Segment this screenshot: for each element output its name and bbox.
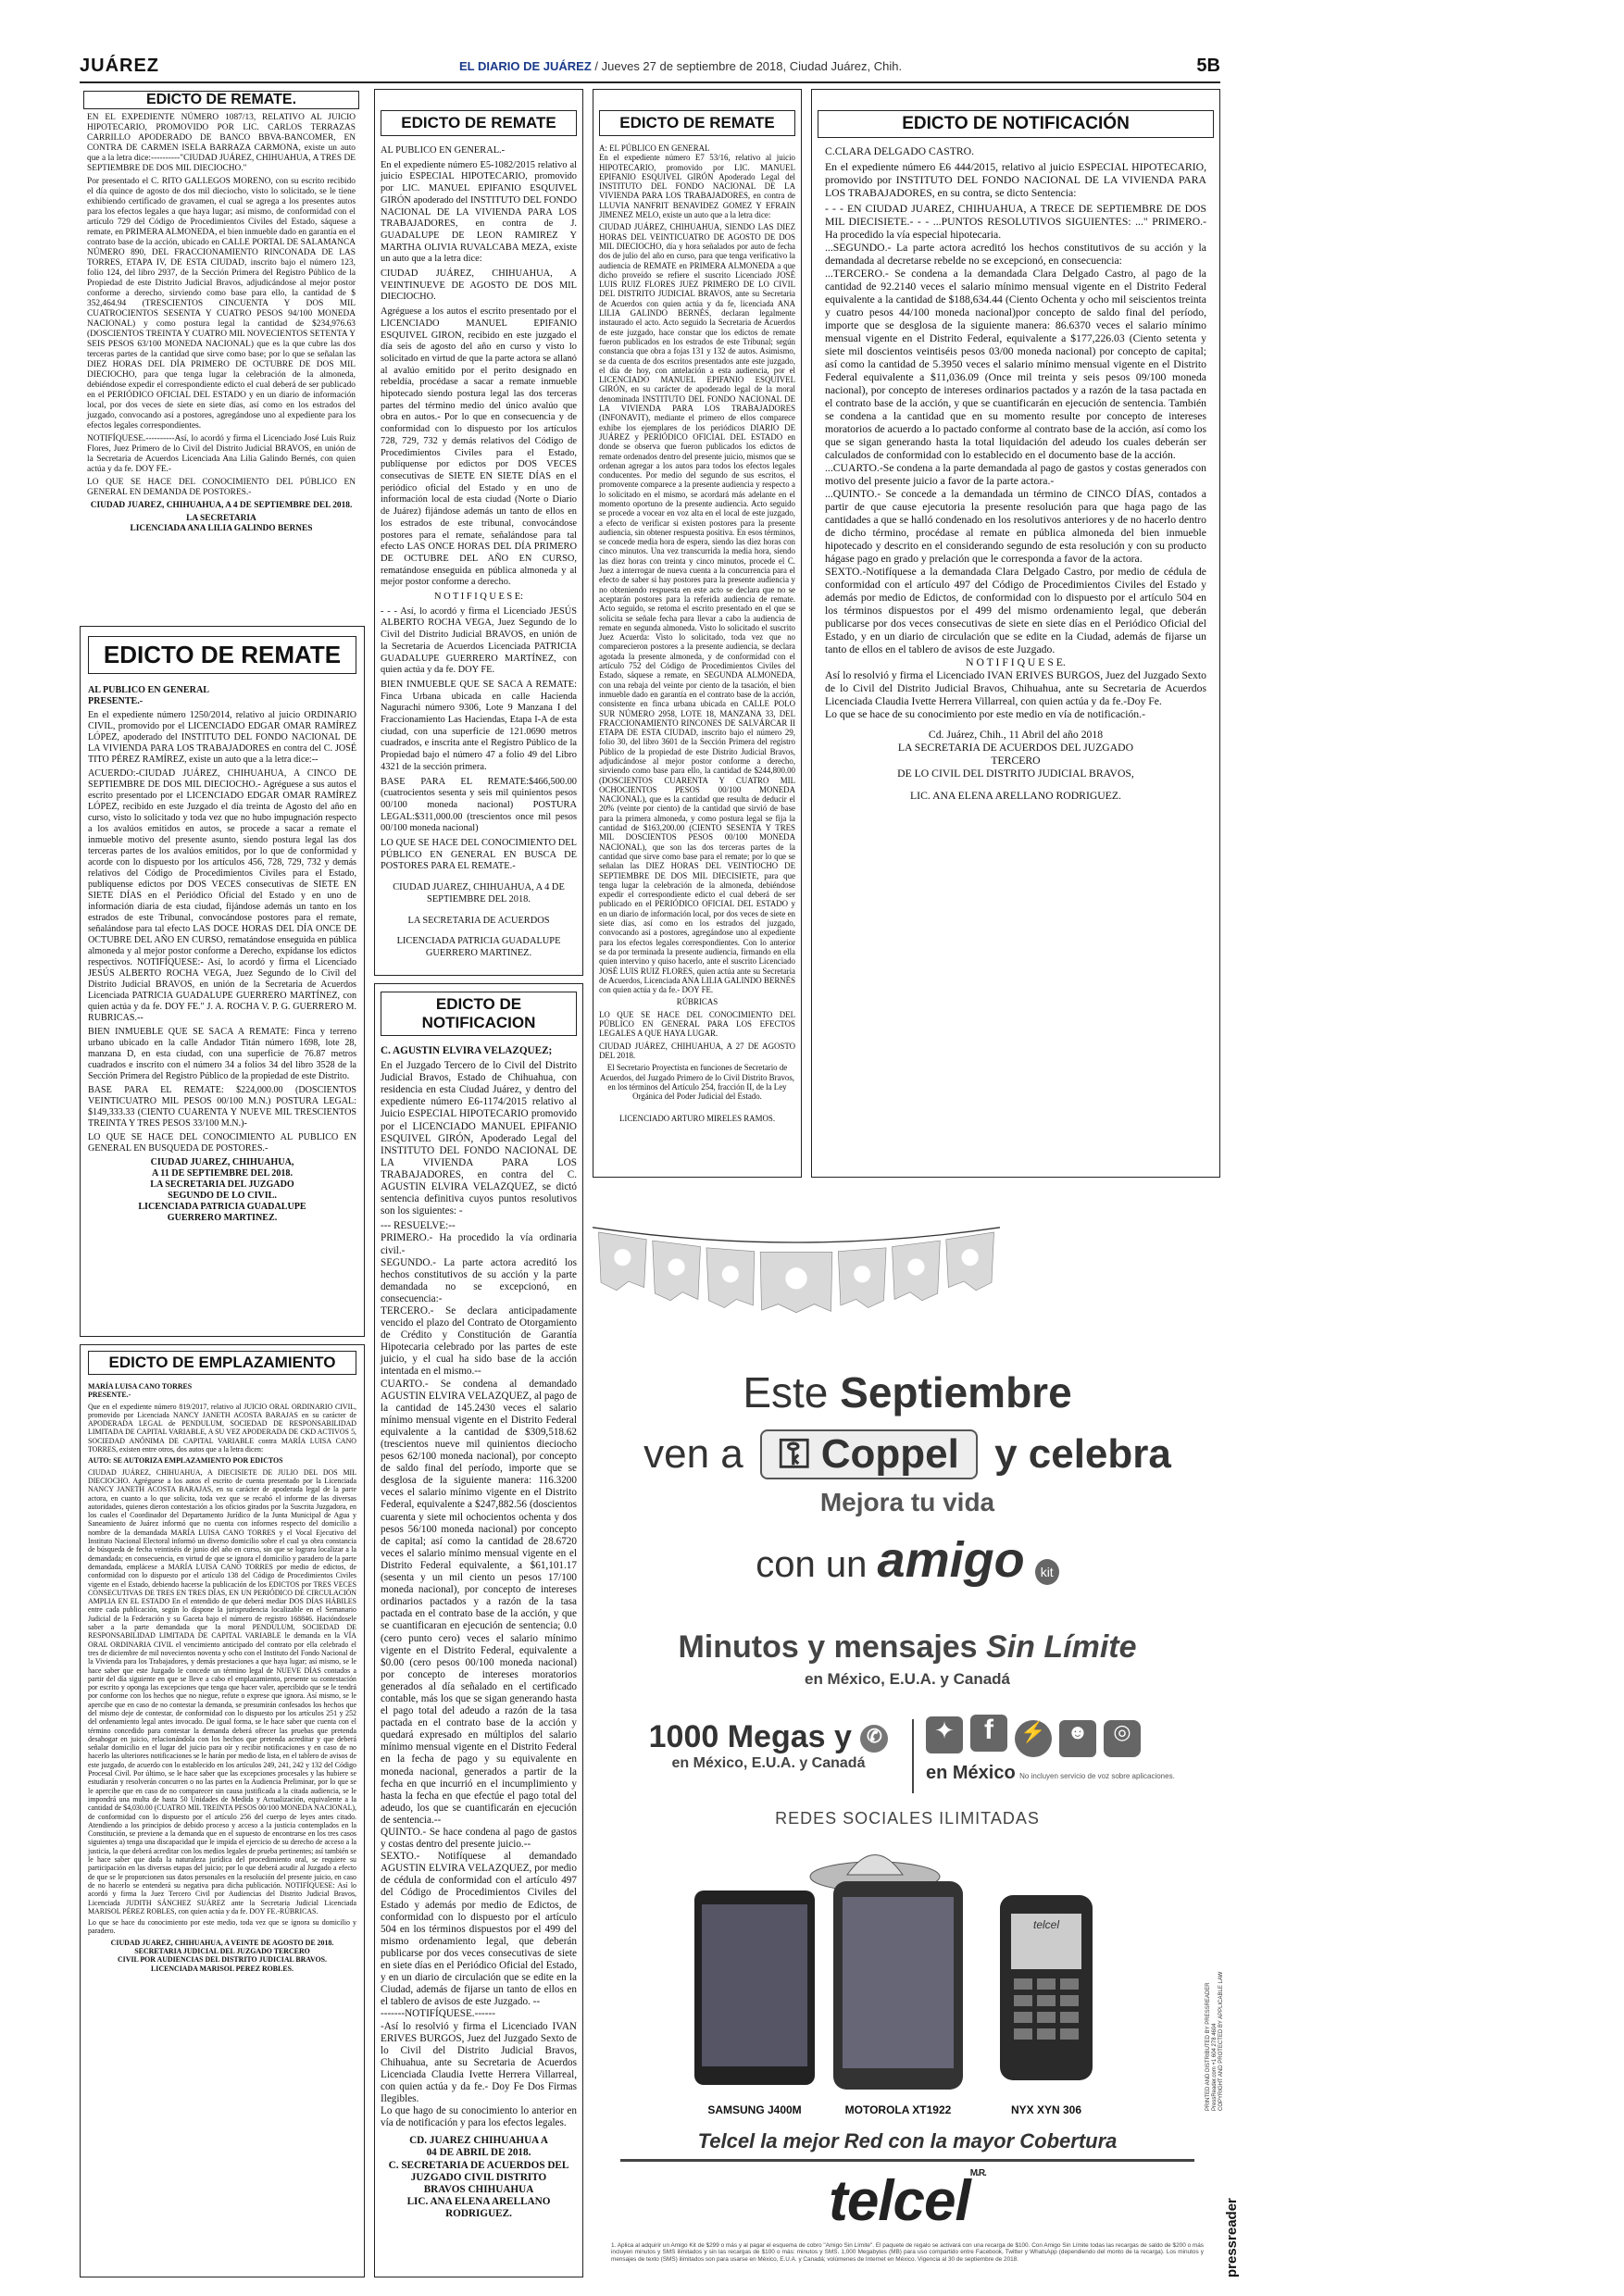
ad-text: en México <box>926 1763 1016 1783</box>
edict-notificacion-1 <box>374 983 583 2277</box>
paragraph: En el expediente número E7 53/16, relativo al juicio HIPOTECARIO, promovido por LIC. MANUEL EPIFANIO ESQUIVEL GIRÓN Apoderado Legal del INSTITUTO DEL FONDO NACIONAL DE LA VIVIENDA PARA LOS TRABAJADORES, en contra de LLUVIA NANFRIT BENAVIDEZ GOMEZ Y EFRAIN JIMENEZ MELO, existe un auto que a la letra dice: <box>599 153 795 220</box>
paragraph: SEGUNDO.- La parte actora acreditó los hechos constitutivos de su acción y la parte demandada no se excepcionó, en consecuencia:- <box>381 1256 577 1304</box>
signature-line: LICENCIADA ANA LILIA GALINDO BERNES <box>130 524 313 533</box>
edict-notificacion-2 <box>811 89 1220 1178</box>
snapchat-icon: ☻ <box>1059 1720 1096 1757</box>
ad-text: Sin Límite <box>986 1629 1137 1665</box>
edict-body <box>81 683 364 1226</box>
twitter-icon: ✦ <box>926 1716 963 1753</box>
phone-label-motorola: MOTOROLA XT1922 <box>844 2103 952 2116</box>
ad-text: y celebra <box>994 1431 1171 1477</box>
paragraph: AL PUBLICO EN GENERAL <box>88 685 209 695</box>
paragraph: ...QUINTO.- Se concede a la demandada un término de CINCO DÍAS, contados a partir de que cause ejecutoria la presente resolución para que haga pago de las cantidades a que se halló condenado en los resolutivos anteriores y de no hacerlo dentro de dicho término, procédase al remate en pública almoneda del bien inmueble hipotecado y descrito en el considerando segundo de esta resolución y con su producto hágase pago en grado y prelación que le corresponda a favor de la actora. <box>825 488 1206 565</box>
coppel-telcel-ad <box>593 1187 1222 2277</box>
paragraph: EN EL EXPEDIENTE NÚMERO 1087/13, RELATIVO AL JUICIO HIPOTECARIO, PROMOVIDO POR LIC. CARLOS TERRAZAS CARRILLO APODERADO DE BANCO BBVA-BANCOMER, EN CONTRA DE CARMEN ISELA BARRAZA CARMONA, existe un auto que a la letra dice:----------"CIUDAD JUÁREZ, CHIHUAHUA, A TRES DE SEPTIEMBRE DE DOS MIL DIECIOCHO." <box>87 113 356 173</box>
paragraph: Lo que se hace du conocimiento por este medio, toda vez que se ignora su domicilio y paradero. <box>88 1918 356 1936</box>
signature-line: LICENCIADA PATRICIA GUADALUPE GUERRERO MARTINEZ. <box>396 936 561 958</box>
ad-minutes-line <box>593 1629 1222 1666</box>
phones-illustration <box>648 1840 1167 2099</box>
paragraph: AUTO: SE AUTORIZA EMPLAZAMIENTO POR EDICTOS <box>88 1456 283 1466</box>
ad-text: Minutos y mensajes <box>678 1629 987 1665</box>
paragraph: CUARTO.- Se condena al demandado AGUSTIN ELVIRA VELAZQUEZ, al pago de la cantidad de 145.2430 veces el salario mínimo mensual vigente en el Distrito Federal equivalente a la cantidad de $309,518.62 (trescientos nueve mil quinientos dieciocho pesos 62/100 moneda nacional), por concepto de saldo final del período, importe que se desglosa de la siguiente manera: 116.3200 veces el salario mínimo vigente en el Distrito Federal, equivalente a $247,882.56 (doscientos cuarenta y siete mil ochocientos ochenta y dos pesos 56/100 moneda nacional) por concepto de capital; así como la cantidad de 28.6720 veces el salario mínimo mensual vigente en el Distrito Federal equivalente, a $61,101.17 (sesenta y un mil ciento un pesos 17/100 moneda nacional), por concepto de intereses ordinarios pactados y a razón de la tasa pactada en el contrato base de la acción, y que se cuantificaran en ejecución de sentencia; 0.0 (cero punto cero) veces el salario mínimo vigente en el Distrito Federal, equivalente a $0.00 (cero pesos 00/100 moneda nacional) por concepto de intereses moratorios generados al día señalado en el certificado contable, más los que se sigan generando hasta el pago total del adeudo a razón de la tasa pactada en el contrato base de la acción y quedará expresado en múltiplos del salario mínimo mensual vigente en el Distrito Federal en la fecha de pago y su equivalente en moneda nacional, generados a partir de la fecha en que incurrió en el incumplimiento y hasta la fecha en que efectúe el pago total del adeudo, los que se cuantificarán en ejecución de sentencia.-- <box>381 1378 577 1826</box>
pressreader-line: COPYRIGHT AND PROTECTED BY APPLICABLE LAW <box>1218 1971 1224 2111</box>
ad-amigo-line <box>593 1531 1222 1589</box>
edict-title: EDICTO DE REMATE <box>88 636 356 674</box>
paper-name: EL DIARIO DE JUÁREZ <box>459 59 592 73</box>
signature-line: LICENCIADO ARTURO MIRELES RAMOS. <box>618 1114 776 1124</box>
megas-block <box>630 1719 907 1772</box>
pressreader-strip <box>1224 2037 1252 2277</box>
masthead-date <box>459 59 902 73</box>
telcel-logo <box>593 2168 1222 2234</box>
paragraph: LO QUE SE HACE DEL CONOCIMIENTO DEL PÚBLICO EN GENERAL PARA LOS EFECTOS LEGALES A QUE HAYA LUGAR. <box>599 1009 795 1039</box>
edict-emplazamiento <box>80 1344 365 2277</box>
paragraph: Agréguese a los autos el escrito presentado por el LICENCIADO MANUEL EPIFANIO ESQUIVEL GIRON, recibido en este juzgado el día seis de agosto del año en curso y visto lo solicitado en virtud de que la parte actora se allanó al avalúo emitido por el perito designado en rebeldía, procédase a sacar a remate inmueble hipotecado siendo postura legal las dos terceras partes del término medio del único avalúo que obra en autos.- Por lo que en consecuencia y de conformidad con lo dispuesto por los artículos 728, 729, 732 y demás relativos del Código de Procedimientos Civiles para el Estado, publíquense por edictos por DOS VECES consecutivas de SIETE EN SIETE DÍAS en el periódico oficial del Estado y en uno de información local de esta ciudad (Norte o Diario de Juárez) fijándose además un tanto de ellos en los estrados de este tribunal, convocándose postores para el remate, señalándose para tal efecto LAS ONCE HORAS DEL DÍA PRIMERO DE OCTUBRE DEL AÑO EN CURSO, rematándose enseguida en pública almoneda y al mejor postor conforme a derecho. <box>381 306 577 588</box>
phone-label-samsung: SAMSUNG J400M <box>707 2103 802 2116</box>
facebook-icon: f <box>970 1715 1007 1752</box>
ad-tagline: Mejora tu vida <box>819 1488 995 1516</box>
paragraph: RÚBRICAS <box>676 997 718 1007</box>
edict-remate-3 <box>374 89 583 976</box>
signature-line: LICENCIADA MARISOL PEREZ ROBLES. <box>151 1964 294 1973</box>
ad-text: en México, E.U.A. y Canadá <box>671 1755 866 1771</box>
signature-line: CIUDAD JUAREZ, CHIHUAHUA, A VEINTE DE AGOSTO DE 2018. <box>110 1938 334 1947</box>
edict-title: EDICTO DE NOTIFICACIÓN <box>818 110 1214 138</box>
paragraph: En el expediente número 1250/2014, relativo al juicio ORDINARIO CIVIL, promovido por el LICENCIADO EDGAR OMAR RAMÍREZ LÓPEZ, apoderado del INSTITUTO DEL FONDO NACIONAL DE LA VIVIENDA PARA LOS TRABAJADORES en contra del C. JOSÉ TITO PÉREZ RAMÍREZ, existe un auto que a la letra dice:-- <box>88 710 356 765</box>
paragraph: Así lo resolvió y firma el Licenciado IVAN ERIVES BURGOS, Juez del Juzgado Sexto de lo Civil del Distrito Judicial Bravos, Chihuahua, ante su Secretaria de Acuerdos Licenciada Claudia Ivette Herrera Villarreal, con quien actúa y da fe.-Doy Fe. <box>825 669 1206 707</box>
pressreader-copyright <box>1206 1971 1224 2111</box>
ad-coppel-line <box>593 1429 1222 1479</box>
issue-date: / Jueves 27 de septiembre de 2018, Ciudad Juárez, Chih. <box>594 59 903 73</box>
ad-text: M.R. <box>969 2168 986 2178</box>
signature-line: GUERRERO MARTINEZ. <box>167 1213 278 1223</box>
key-icon: ⚿ <box>779 1431 810 1477</box>
ad-social: REDES SOCIALES ILIMITADAS <box>775 1809 1040 1828</box>
signature-line: DE LO CIVIL DEL DISTRITO JUDICIAL BRAVOS, <box>897 767 1134 780</box>
signature-line: CIUDAD JUAREZ, CHIHUAHUA, A 4 DE SEPTIEMBRE DEL 2018. <box>90 501 353 510</box>
signature-line: CD. JUAREZ CHIHUAHUA A <box>409 2135 548 2147</box>
whatsapp-icon: ✆ <box>860 1725 888 1753</box>
signature-line: SECRETARIA JUDICIAL DEL JUZGADO TERCERO <box>134 1947 310 1955</box>
signature-line: CIVIL POR AUDIENCIAS DEL DISTRITO JUDICIAL BRAVOS. <box>117 1955 328 1965</box>
paragraph: --- RESUELVE:-- <box>381 1220 456 1232</box>
page-number: 5B <box>1196 56 1220 76</box>
slogan-underline <box>620 2159 1194 2162</box>
paragraph: N O T I F I Q U E S E: <box>433 592 524 603</box>
paragraph: ...TERCERO.- Se condena a la demandada Clara Delgado Castro, al pago de la cantidad de 92.2140 veces el salario mínimo mensual vigente en el Distrito Federal equivalente a la cantidad de $188,634.44 (Ciento Ochenta y ocho mil seiscientos treinta y cuatro pesos 44/100 moneda nacional)por concepto de saldo final del período, importe que se desglosa de la siguiente manera: 86.6370 veces el salario mínimo mensual vigente en el Distrito Federal, equivalente a $177,226.03 (Ciento setenta y siete mil doscientos veintiséis pesos 03/00 moneda nacional) por concepto de capital; así como la cantidad de 5.3950 veces el salario mínimo mensual vigente en el Distrito Federal equivalente a $11,036.09 (Once mil treinta y seis pesos 09/100 moneda nacional), por concepto de intereses ordinarios pactados y a razón de la tasa pactada en el contrato base de la acción, y que se cuantificarán en ejecución de sentencia. También se condena a la cantidad que en su momento resulte por concepto de intereses moratorios de acuerdo a lo pactado conforme al contrato base de la acción, así como los que se sigan generando hasta la total liquidación del adeudo los cuales deberán ser calculados de conformidad con lo establecido en el documento base de la acción. <box>825 268 1206 461</box>
phone-screen-brand: telcel <box>1032 1918 1059 1931</box>
paragraph: En el expediente número E5-1082/2015 relativo al juicio ESPECIAL HIPOTECARIO, promovido por LIC. MANUEL EPIFANIO ESQUIVEL GIRÓN apoderado del INSTITUTO DEL FONDO NACIONAL DE LA VIVIENDA PARA LOS TRABAJADORES, en contra de J. GUADALUPE DE LEON RAMIREZ Y MARTHA OLIVIA RUVALCABA MEZA, existe un auto que a la letra dice: <box>381 159 577 265</box>
edict-body <box>81 1380 364 1975</box>
ad-slogan: Telcel la mejor Red con la mayor Cobertura <box>697 2129 1118 2152</box>
signature-line: LA SECRETARIA <box>186 514 256 523</box>
signature-line: LA SECRETARIA DE ACUERDOS <box>407 915 550 926</box>
paragraph: Por presentado el C. RITO GALLEGOS MORENO, con su escrito recibido el día quince de agosto de dos mil dieciocho, visto lo solicitado, se le tiene exhibiendo certificado de gravamen, el cual se agrega a los presentes autos para los efectos legales a que haya lugar; así mismo, de conformidad con el artículo 729 del Código de Procedimientos Civiles del Estado, sáquese a remate, en PRIMERA ALMONEDA, el bien inmueble dado en garantía en el contrato base de la acción, ubicado en CALLE PORTAL DE SALAMANCA NÚMERO 890, DEL FRACCIONAMIENTO RINCONADA DE LAS TORRES, ETAPA IV, DE ESTA CIUDAD, inscrito bajo el número 123, folio 124, del libro 2937, de la Sección Primera del Registro Público de la Propiedad de este Distrito Judicial Bravos, adjudicándose al mejor postor conforme a derecho, sirviendo como base para ello, la cantidad de $ 352,464.94 (TRESCIENTOS CINCUENTA Y DOS MIL CUATROCIENTOS SESENTA Y CUATRO PESOS 94/100 MONEDA NACIONAL) y como postura legal la cantidad de $234,976.63 (DOSCIENTOS TREINTA Y CUATRO MIL NOVECIENTOS SETENTA Y SEIS PESOS 63/100 MONEDA NACIONAL) que es la que cubre las dos terceras partes de la cantidad que sirve como base; por lo que se señalan las DIEZ HORAS DEL DÍA PRIMERO DE OCTUBRE DE DOS MIL DIECIOCHO, para que tenga lugar la celebración de la almoneda, debiéndose expedir el correspondiente edicto el cual deberá de ser publicado en el PERIÓDICO OFICIAL DEL ESTADO y en un diario de información local, por dos veces de siete en siete días, así como en los estrados del juzgado, convocando así a postores, agregándose uno al expediente para los efectos legales correspondientes. <box>87 177 356 430</box>
coppel-wordmark: Coppel <box>820 1431 959 1477</box>
signature-line: LIC. ANA ELENA ARELLANO RODRIGUEZ. <box>910 790 1121 802</box>
signature-line: LA SECRETARIA DE ACUERDOS DEL JUZGADO <box>897 742 1134 754</box>
paragraph: MARÍA LUISA CANO TORRES <box>88 1382 193 1391</box>
social-block <box>926 1715 1204 1784</box>
edict-body <box>593 142 801 1129</box>
paragraph: A: EL PÚBLICO EN GENERAL <box>599 144 710 153</box>
paragraph: - - - Así, lo acordó y firma el Licenciado JESÚS ALBERTO ROCHA VEGA, Juez Segundo de lo Civil del Distrito Judicial BRAVOS, en unión de la Secretaria de Acuerdos Licenciada PATRICIA GUADALUPE GUERRERO MARTÍNEZ, con quien actúa y da fe. DOY FE. <box>381 605 577 676</box>
pressreader-text <box>1224 2198 1240 2277</box>
edict-body <box>80 111 363 539</box>
paragraph: BASE PARA EL REMATE:$466,500.00 (cuatrocientos sesenta y seis mil quinientos pesos 00/100 moneda nacional) POSTURA LEGAL:$311,000.00 (trescientos once mil pesos 00/100 moneda nacional) <box>381 776 577 834</box>
paragraph: PRESENTE.- <box>88 1391 131 1400</box>
pressreader-line: PressReader.com +1 604 278 4604 <box>1212 2023 1218 2111</box>
paragraph: PRIMERO.- Ha procedido la vía ordinaria civil.- <box>381 1232 577 1256</box>
signature-line: LICENCIADA PATRICIA GUADALUPE <box>138 1202 306 1212</box>
kit-badge: kit <box>1035 1559 1059 1585</box>
paragraph: ...SEGUNDO.- La parte actora acreditó los hechos constitutivos de su acción y la demandada al decretarse rebelde no se excepcionó, en consecuencia: <box>825 242 1206 267</box>
edict-body <box>812 144 1219 805</box>
paragraph: PRESENTE.- <box>88 696 144 706</box>
edict-title: EDICTO DE NOTIFICACION <box>381 992 577 1036</box>
paragraph: LO QUE SE HACE DEL CONOCIMIENTO AL PUBLICO EN GENERAL EN BUSQUEDA DE POSTORES.- <box>88 1132 356 1154</box>
paragraph: - - - EN CIUDAD JUAREZ, CHIHUAHUA, A TRECE DE SEPTIEMBRE DE DOS MIL DIECISIETE.- - - ...PUNTOS RESOLUTIVOS SIGUIENTES: ..." PRIMERO.- Ha procedido la vía especial hipotecaria. <box>825 203 1206 241</box>
edict-body <box>375 144 582 965</box>
paragraph: NOTIFÍQUESE.----------Así, lo acordó y firma el Licenciado José Luis Ruiz Flores, Juez Primero de lo Civil del Distrito Judicial BRAVOS, en unión de la Secretaria de Acuerdos Licenciada Ana Lilia Galindo Bernés, con quien actúa y da fe. DOY FE.- <box>87 434 356 474</box>
paragraph: El Secretario Proyectista en funciones de Secretario de Acuerdos, del Juzgado Primero de lo Civil Distrito Bravos, en los términos del Artículo 254, fracción II, de la Ley Orgánica del Poder Judicial del Estado. <box>599 1063 794 1102</box>
paragraph: ACUERDO:-CIUDAD JUÁREZ, CHIHUAHUA, A CINCO DE SEPTIEMBRE DE DOS MIL DIECIOCHO.- Agréguese a sus autos el escrito presentado por el LICENCIADO EDGAR OMAR RAMÍREZ LÓPEZ, recibido en este Juzgado el día treinta de Agosto del año en curso, visto lo solicitado y toda vez que no hubo impugnación respecto a los avalúos emitidos en autos, se procede a sacar a remate el inmueble motivo del presente asunto, siendo postura legal las dos terceras partes de los avalúos emitidos, por lo que de conformidad y acorde con lo dispuesto por los artículos 456, 728, 729, 732 y demás relativos del Código de Procedimientos Civiles para el Estado, publíquense edictos por DOS VECES consecutivas de SIETE EN SIETE DÍAS en el Periódico Oficial del Estado y en uno de información diaria de esta ciudad, fijándose además un tanto en los estrados de este Tribunal, convocándose postores para el remate, señalándose para tal efecto LAS DOCE HORAS DEL DÍA ONCE DE OCTUBRE DEL AÑO EN CURSO, rematándose enseguida en pública almoneda y al mejor postor conforme a Derecho, expídanse los edictos respectivos. NOTIFÍQUESE:- Así, lo acordó y firma el Licenciado JESÚS ALBERTO ROCHA VEGA, Juez Segundo de lo Civil del Distrito Judicial BRAVOS, en unión de la Secretaria de Acuerdos Licenciada PATRICIA GUADALUPE GUERRERO MARTÍNEZ, con quien actúa y da fe. DOY FE." J. A. ROCHA V. P. G. GUERRERO M. RUBRICAS.-- <box>88 768 356 1023</box>
signature-line: Cd. Juárez, Chih., 11 Abril del año 2018 <box>928 729 1104 741</box>
paragraph: TERCERO.- Se declara anticipadamente vencido el plazo del Contrato de Otorgamiento de Crédito y Constitución de Garantía Hipotecaria celebrado por las partes de este juicio, y el cual ha sido base de la acción intentada en el mismo.-- <box>381 1304 577 1378</box>
ad-coverage: en México, E.U.A. y Canadá <box>804 1670 1010 1688</box>
paragraph: CIUDAD JUÁREZ, CHIHUAHUA, A 27 DE AGOSTO DEL 2018. <box>599 1041 795 1060</box>
ad-text: Septiembre <box>840 1368 1072 1416</box>
signature-line: SEGUNDO DE LO CIVIL. <box>168 1191 277 1201</box>
ad-fine-print: 1. Aplica al adquirir un Amigo Kit de $299 o más y al pagar el esquema de cobro "Amigo Sin Límite". El paquete de regalo se activará con una recarga de $100. Con Amigo Sin Límite todas las recargas de saldo de $200 o más incluyen minutos y SMS ilimitados y sin las recargas de $100 o más: minutos y SMS. 1,000 Megabytes (MB) para uso compartido entre Facebook, Twitter y WhatsApp (dependiendo del monto de la recarga). Los minutos y mensajes de texto (SMS) ilimitados son para usarse en México, E.U.A. y Canadá; volúmenes de Internet en México. Vigencia al 30 de septiembre de 2018. <box>611 2242 1204 2263</box>
ad-text: No incluyen servicio de voz sobre aplicaciones. <box>1019 1772 1175 1780</box>
ad-headline <box>593 1367 1222 1417</box>
phone-label-nyx: NYX XYN 306 <box>1010 2103 1082 2116</box>
paragraph: CIUDAD JUÁREZ, CHIHUAHUA, A DIECISIETE DE JULIO DEL DOS MIL DIECIOCHO. Agréguese a los autos el escrito de cuenta presentado por la Licenciada NANCY JANETH ACOSTA BARAJAS, en su carácter de apoderada legal de la parte actora, en cuanto a lo que solicita, toda vez que se recabó el informe de las diversas autoridades, quienes dieron contestación a los oficios girados por la Suscrita Juzgadora, en los cuales el Coordinador del Departamento Jurídico de la Junta Municipal de Agua y Saneamiento de Juárez informó que no cuenta con informes respecto del domicilio a nombre de la demandada MARÍA LUISA CANO TORRES y el Vocal Ejecutivo del Instituto Nacional Electoral informó un diverso domicilio sobre el cual ya obra constancia de búsqueda de fecha veintiséis de junio del año en curso, sin que se lograra localizar a la demandada; en consecuencia, en virtud de que se ignora el domicilio y paradero de la parte demandada, emplácese a MARÍA LUISA CANO TORRES por medio de edictos, de conformidad con lo dispuesto por el artículo 138 del Código de Procedimientos Civiles vigente en el Estado, debiendo hacerse la publicación de los EDICTOS por TRES VECES CONSECUTIVAS DE TRES EN TRES DÍAS, EN UN PERIÓDICO DE CIRCULACIÓN AMPLIA EN EL ESTADO En el entendido de que deberá mediar DOS DÍAS HÁBILES entre cada publicación, según lo dispone la jurisprudencia localizable en el Semanario Judicial de la Federación y su Gaceta bajo el número de registro 168846. Hacióndosele saber a la parte demandada que la moral PENDULUM, SOCIEDAD DE RESPONSABILIDAD LIMITADA DE CAPITAL VARIABLE le demanda en la VÍA ORAL ORDINARIA CIVIL el vencimiento anticipado del contrato por ella celebrado el tres de diciembre de mil novecientos noventa y ocho con el Instituto del Fondo Nacional de la Vivienda para los Trabajadores, y demás prestaciones a que haya lugar; así mismo, se le hace saber que este Juzgado le concede un término legal de NUEVE DÍAS contados a partir del día siguiente en que se lleve a cabo el emplazamiento, presente su contestación por escrito y oponga las excepciones que tenga que hacer valer, apercibido que se le tendrá por conforme con los hechos que no niegue, refute o exprese que ignora. Así mismo, se le apercibe que en caso de no contestar la demanda, se presumirán confesados los hechos que del mismo deje de contestar, de conformidad con lo dispuesto por los artículos 251 y 252 del ordenamiento legal antes invocado. De igual forma, se le hace saber que cuenta con el término concedido para contestar la demanda deberá ofrecer las pruebas que pretenda desahogar en juicio, relacionándola con los hechos que pretenda acreditar y que deberá señalar domicilio en el lugar del juicio para oír y recibir notificaciones y en caso de no hacerlo las ulteriores notificaciones se le harán por medio de lista, en el tablero de avisos de este juzgado, de acuerdo con lo establecido en los artículos 249, 241, 242 y 132 del Código Procesal Civil. Por último, se le hace saber que las excepciones procesales y las hubiere se estudiarán y resolverán concurren o no las partes en la Audiencia Preliminar, por lo que se le apercibe que en caso de no comparecer sin causa justificada a la citada audiencia, se le impondrá una multa de hasta 50 Unidades de Medida y Actualización, equivalente a la cantidad de $4,030.00 (CUATRO MIL TREINTA PESOS 00/100 MONEDA NACIONAL), de conformidad con lo dispuesto por el artículo 256 del cuerpo de leyes antes citado. Atendiendo a los principios de debido proceso y acceso a la justicia contemplados en la Constitución, se previene a la demanda que en el supuesto de encontrarse en los tres casos siguientes a) tenga una discapacidad que le impida el ejercicio de su derecho de acceso a la justicia, la que deberá acreditar con los medios legales de prueba pertinentes; así también se le hace saber que dada la naturaleza jurídica del procedimiento oral, se requiere su participación en las diversas etapas del juicio; por lo que deberá acudir al Juzgado a efecto de que se le proporcionen sus datos personales en la resolución del presente juicio, en caso de no hacerlo se entenderá su negativa para dicha publicación. NOTIFÍQUESE: Así lo acordó y firma la Juez Tercero Civil por Audiencias del Distrito Judicial Bravos, Licenciada JUDITH SÁNCHEZ SUÁREZ ante la Secretaria Judicial Licenciada MARISOL PÉREZ ROBLES, con quien actúa y da fe. DOY FE.-RÚBRICAS. <box>88 1467 356 1915</box>
section-name: JUÁREZ <box>80 56 160 76</box>
signature-line: LIC. ANA ELENA ARELLANO RODRIGUEZ. <box>406 2195 551 2219</box>
ad-text: Este <box>743 1368 841 1416</box>
signature-line: TERCERO <box>991 755 1041 767</box>
edict-remate-4 <box>593 89 802 1178</box>
telcel-wordmark: telcel <box>829 2169 970 2233</box>
ad-text: 1000 Megas y <box>648 1719 852 1754</box>
signature-line: LA SECRETARIA DEL JUZGADO <box>150 1179 294 1190</box>
paragraph: BIEN INMUEBLE QUE SE SACA A REMATE: Finca y terreno urbano ubicado en la calle Andador Titán número 1698, lote 28, manzana D, en esta ciudad, con una superficie de 76.87 metros cuadrados e inscrito con el número 34 a folios 34 del libro 3528 de la Sección Primera del Registro Público de la propiedad de este Distrito. <box>88 1027 356 1081</box>
instagram-icon: ◎ <box>1104 1720 1141 1757</box>
paragraph: Lo que se hace de su conocimiento por este medio en vía de notificación.- <box>825 708 1145 720</box>
paragraph: C. AGUSTIN ELVIRA VELAZQUEZ; <box>381 1045 553 1056</box>
signature-line: 04 DE ABRIL DE 2018. <box>426 2147 531 2159</box>
paragraph: Lo que hago de su conocimiento lo anterior en vía de notificación y para los efectos legales. <box>381 2105 577 2129</box>
signature-line: CIUDAD JUAREZ, CHIHUAHUA, A 4 DE SEPTIEMBRE DEL 2018. <box>393 882 565 905</box>
paragraph: CIUDAD JUÁREZ, CHIHUAHUA, SIENDO LAS DIEZ HORAS DEL VEINTICUATRO DE AGOSTO DE DOS MIL DIECIOCHO, día y hora señalados por auto de fecha dos de julio del año en curso, para que tenga verificativo la audiencia de REMATE en PRIMERA ALMONEDA a que dicho proveído se refiere el suscrito Licenciado JOSÉ LUIS RUIZ FLORES JUEZ PRIMERO DE LO CIVIL DEL DISTRITO JUDICIAL BRAVOS, ante su Secretaria de Acuerdos con quien actúa y da fe, licenciada ANA LILIA GALINDO BERNÉS, declaran legalmente instaurado el acto. Acto seguido la Secretaria de Acuerdos de este juzgado, hace constar que los edictos de remate fueron publicados en los estrados de este Tribunal; según constancia que obra a fojas 131 y 132 de autos. Asimismo, se da cuenta de dos escritos presentados ante este juzgado, el día de hoy, con antelación a esta audiencia, por el LICENCIADO MANUEL EPIFANIO ESQUIVEL GIRÓN, en su carácter de apoderado legal de la moral denominada INSTITUTO DEL FONDO NACIONAL DE LA VIVIENDA PARA LOS TRABAJADORES (INFONAVIT), mediante el primero de ellos comparece exhibe los ejemplares de los periódicos DIARIO DE JUÁREZ y PERIÓDICO OFICIAL DEL ESTADO en donde se observa que fueron publicados los edictos de remate ordenados dentro del presente juicio, mismos que se ordenan agregar a los autos para todos los efectos legales conducentes. Por medio del segundo de sus escritos, el promovente comparece a la presente audiencia y respecto a lo solicitado en el mismo, se acordará más adelante en el momento oportuno de la presente audiencia. Acto seguido se procede a vocear en voz alta en el local de este juzgado, a efecto de verificar si existen postores para la presente audiencia, sin obtener respuesta positiva. En esos términos, se concede media hora de espera, siendo las diez horas con cinco minutos. Una vez transcurrida la media hora, siendo las diez horas con treinta y cinco minutos, procede el C. Juez a interrogar de nueva cuenta a la concurrencia para el efecto de saber si hay postores para la presente audiencia y no obteniendo respuesta en este acto se declara que no se aceptarán postores para la referida audiencia de remate. Acto seguido, se retoma el escrito presentado en el que se solicita se señale fecha para llevar a cabo la audiencia de remate en segunda almoneda. Visto lo solicitado el suscrito Juez Acuerda: Visto lo solicitado, toda vez que no comparecieron postores a la presente audiencia, se declara agotada la presente almoneda, y de conformidad con el artículo 752 del Código de Procedimientos Civiles del Estado, sáquese a remate, en SEGUNDA ALMONEDA, con una rebaja del veinte por ciento de la tasación, el bien inmueble dado en garantía en el contrato base de la acción, consistente en finca urbana ubicada en CALLE POLO SUR NÚMERO 2958, LOTE 18, MANZANA 33, DEL FRACCIONAMIENTO RINCONES DE SALVÁRCAR II ETAPA DE ESTA CIUDAD, inscrito bajo el número 29, folio 30, del libro 3601 de la Sección Primera del registro Público de la propiedad de este Distrito Judicial Bravos, adjudicándose al mejor postor conforme a derecho, sirviendo como base para ello, la cantidad de $244,800.00 (DOSCIENTOS CUARENTA Y CUATRO MIL OCHOCIENTOS PESOS 00/100 MONEDA NACIONAL), que es la cantidad que resulta de deducir el 20% (veinte por ciento) de la cantidad que sirvió de base para la primera almoneda, y como postura legal se fija la cantidad de $163,200.00 (CIENTO SESENTA Y TRES MIL DOSCIENTOS PESOS 00/100 MONEDA NACIONAL), que son las dos terceras partes de la cantidad que sirve como base para el remate; por lo que se señalan las DIEZ HORAS DEL VEINTIOCHO DE SEPTIEMBRE DE DOS MIL DIECISIETE, para que tenga lugar la celebración de la almoneda, debiéndose expedir el correspondiente edicto el cual deberá de ser publicado en el PERIÓDICO OFICIAL DEL ESTADO y en un diario de información local, por dos veces de siete en siete días, así como en los estrados del juzgado, convocando así a postores, agregándose uno al expediente para los efectos legales correspondientes. Con lo anterior se da por terminada la presente audiencia, firmando en ella quien intervino y quiso hacerlo, ante el suscrito Licenciado JOSÉ LUIS RUIZ FLORES, quien actúa ante su Secretaria de Acuerdos, Licenciada ANA LILIA GALINDO BERNÉS con quien actúa y da fe.- DOY FE. <box>599 222 795 995</box>
signature-line: CIUDAD JUAREZ, CHIHUAHUA, <box>150 1157 294 1167</box>
signature-line: A 11 DE SEPTIEMBRE DEL 2018. <box>151 1168 293 1179</box>
paragraph: -Así lo resolvió y firma el Licenciado IVAN ERIVES BURGOS, Juez del Juzgado Sexto de lo Civil del Distrito Judicial Bravos, Chihuahua, ante su Secretaria de Acuerdos Licenciada Claudia Ivette Herrera Villarreal, con quien actúa y da fe.- Doy Fe Dos Firmas Ilegibles. <box>381 2020 577 2105</box>
signature-line: JUZGADO CIVIL DISTRITO <box>410 2171 547 2183</box>
paragraph: SEXTO.-Notifíquese a la demandada Clara Delgado Castro, por medio de cédula de conformidad con el artículo 497 del Código de Procedimientos Civiles del Estado y además por medio de Edictos, de conformidad con lo dispuesto por el artículo 504 en los términos dispuestos por el 499 del mismo ordenamiento legal, que deberán publicarse por dos veces consecutivas de siete en siete días en el Periódico Oficial del Estado, y en un diario de circulación que se edite en la Ciudad, además de fijarse un tanto de ellos en el tablero de avisos de este Juzgado. <box>825 566 1206 655</box>
paragraph: N O T I F I Q U E S E. <box>966 656 1066 668</box>
edict-title: EDICTO DE REMATE <box>381 110 577 136</box>
ad-text: con un <box>756 1544 868 1585</box>
paragraph: C.CLARA DELGADO CASTRO. <box>825 145 975 157</box>
messenger-icon: ⚡ <box>1015 1720 1052 1757</box>
papel-picado-banner <box>593 1187 1000 1349</box>
paragraph: En el Juzgado Tercero de lo Civil del Distrito Judicial Bravos, Estado de Chihuahua, con residencia en esta Ciudad Juárez, y dentro del expediente número E6-1174/2015 relativo al Juicio ESPECIAL HIPOTECARIO promovido por el LICENCIADO MANUEL EPIFANIO ESQUIVEL GIRÓN, Apoderado Legal del INSTITUTO DEL FONDO NACIONAL DE LA VIVIENDA PARA LOS TRABAJADORES, en contra del C. AGUSTIN ELVIRA VELAZQUEZ, se dictó sentencia definitiva cuyos puntos resolutivos son los siguientes: - <box>381 1060 577 1217</box>
paragraph: En el expediente número E6 444/2015, relativo al juicio ESPECIAL HIPOTECARIO, promovido por INSTITUTO DEL FONDO NACIONAL DE LA VIVIENDA PARA LOS TRABAJADORES, en su contra, se dicto Sentencia: <box>825 161 1206 199</box>
paragraph: LO QUE SE HACE DEL CONOCIMIENTO DEL PÚBLICO EN GENERAL EN DEMANDA DE POSTORES.- <box>87 478 356 497</box>
ad-text: ven a <box>643 1431 743 1477</box>
paragraph: QUINTO.- Se hace condena al pago de gastos y costas dentro del presente juicio.-- <box>381 1827 577 1851</box>
page-header <box>80 56 1220 83</box>
signature-line: BRAVOS CHIHUAHUA <box>423 2183 534 2195</box>
paragraph: BIEN INMUEBLE QUE SE SACA A REMATE: Finca Urbana ubicada en calle Hacienda Nagurachi número 9306, Lote 9 Manzana I del Fraccionamiento Las Haciendas, Etapa I-A de esta ciudad, con una superficie de 121.0690 metros cuadrados, e inscrita ante el Registro Público de la Propiedad bajo el número 47 a folio 49 del Libro 4321 de la sección primera. <box>381 679 577 772</box>
edict-remate-1 <box>80 89 363 620</box>
ad-divider <box>912 1719 914 1793</box>
pressreader-line: PRINTED AND DISTRIBUTED BY PRESSREADER <box>1206 1982 1211 2111</box>
paragraph: Que en el expediente número 819/2017, relativo al JUICIO ORAL ORDINARIO CIVIL, promovido por Licenciada NANCY JANETH ACOSTA BARAJAS en su carácter de APODERADA LEGAL de PENDULUM, SOCIEDAD DE RESPONSABILIDAD LIMITADA DE CAPITAL VARIABLE, A SU VEZ APODERADA DE CKD ACTIVOS 5, SOCIEDAD ANÓNIMA DE CAPITAL VARIABLE contra MARÍA LUISA CANO TORRES, existen entre otros, dos autos que a la letra dicen: <box>88 1402 356 1454</box>
paragraph: AL PUBLICO EN GENERAL.- <box>381 145 506 156</box>
paragraph: -------NOTIFÍQUESE.------ <box>381 2008 495 2020</box>
edict-body <box>375 1043 582 2222</box>
paragraph: LO QUE SE HACE DEL CONOCIMIENTO DEL PÚBLICO EN GENERAL EN BUSCA DE POSTORES PARA EL REMATE.- <box>381 838 577 872</box>
amigo-logo: amigo <box>877 1532 1025 1588</box>
coppel-logo <box>760 1429 978 1479</box>
paragraph: SEXTO.- Notifíquese al demandado AGUSTIN ELVIRA VELAZQUEZ, por medio de cédula de conformidad con el artículo 497 del Código de Procedimientos Civiles del Estado y además por medio de Edictos, de conformidad con lo dispuesto por el artículo 504 en los términos dispuestos por el 499 del mismo ordenamiento legal, que deberán publicarse por dos veces consecutivas de siete en siete días en el Periódico Oficial del Estado, y en un diario de circulación que se edite en la Ciudad, además de fijarse un tanto de ellos en el tablero de avisos de este Juzgado. -- <box>381 1851 577 2008</box>
pressreader-logo: pressreader <box>1224 2198 1240 2277</box>
signature-line: C. SECRETARIA DE ACUERDOS DEL <box>388 2159 569 2171</box>
paragraph: CIUDAD JUÁREZ, CHIHUAHUA, A VEINTINUEVE DE AGOSTO DE DOS MIL DIECIOCHO. <box>381 268 577 303</box>
edict-title: EDICTO DE EMPLAZAMIENTO <box>88 1351 356 1375</box>
edict-title: EDICTO DE REMATE <box>599 110 795 136</box>
paragraph: ...CUARTO.-Se condena a la parte demandada al pago de gastos y costas generados con motivo del presente juicio a favor de la parte actora.- <box>825 462 1206 487</box>
paragraph: BASE PARA EL REMATE: $224,000.00 (DOSCIENTOS VEINTICUATRO MIL PESOS 00/100 M.N.) POSTURA LEGAL: $149,333.33 (CIENTO CUARENTA Y NUEVE MIL TRESCIENTOS TREINTA Y TRES PESOS 33/100 M.N.)- <box>88 1085 356 1129</box>
edict-title: EDICTO DE REMATE. <box>83 91 359 109</box>
edict-remate-2 <box>80 626 365 1337</box>
